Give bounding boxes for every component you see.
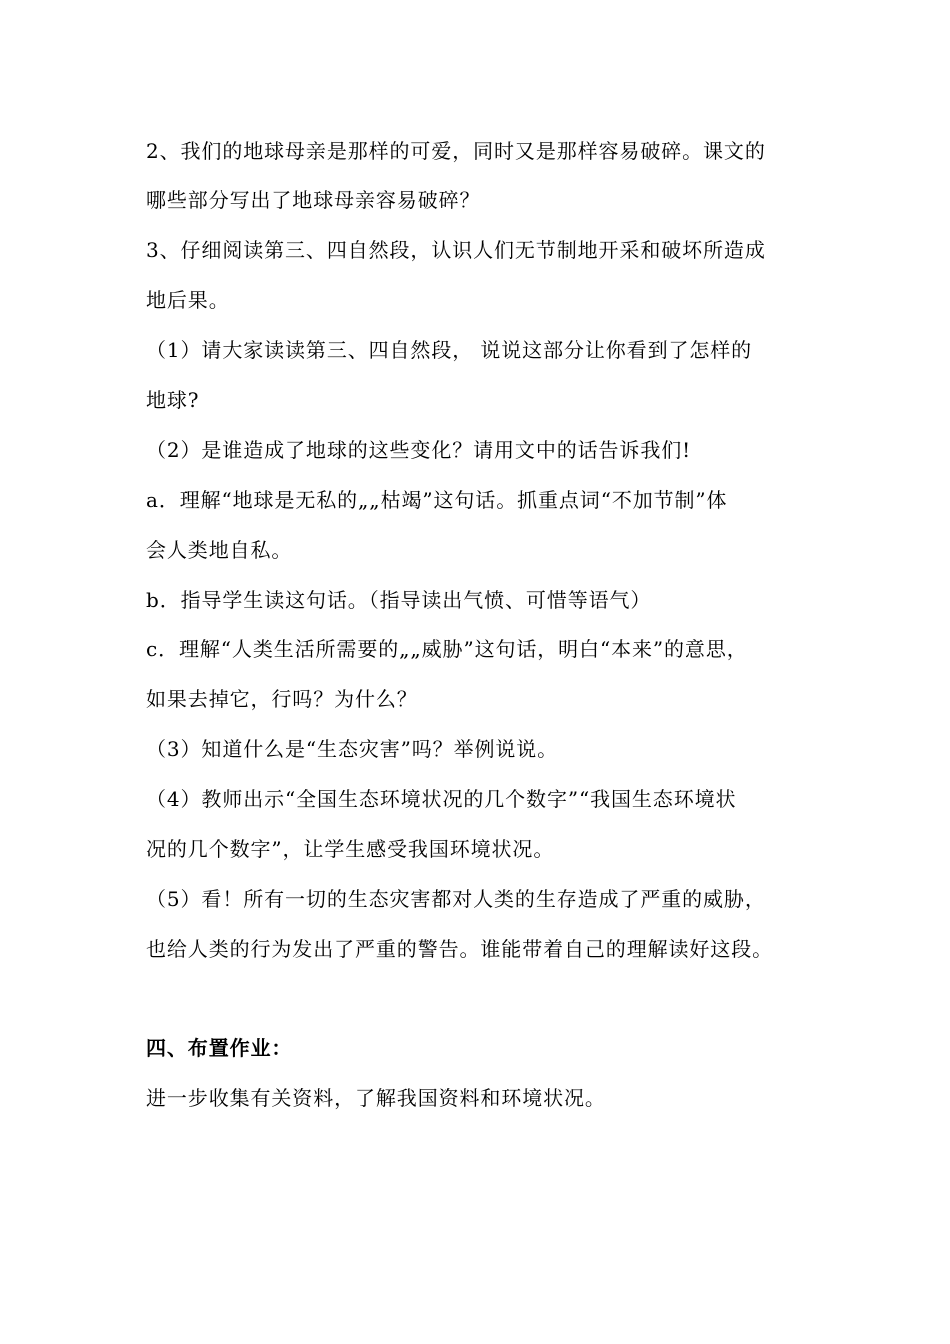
paragraph-line: 也给人类的行为发出了严重的警告。谁能带着自己的理解读好这段。 xyxy=(146,937,773,961)
paragraph-line: 2、我们的地球母亲是那样的可爱，同时又是那样容易破碎。课文的 xyxy=(146,139,766,163)
paragraph-line: （2）是谁造成了地球的这些变化？请用文中的话告诉我们! xyxy=(146,438,692,462)
paragraph-line: c．理解“人类生活所需要的„„威胁”这句话，明白“本来”的意思， xyxy=(146,637,748,661)
paragraph-line: 地球? xyxy=(146,388,200,412)
paragraph-line: 况的几个数字”，让学生感受我国环境状况。 xyxy=(146,837,555,861)
paragraph-line: （1）请大家读读第三、四自然段， 说说这部分让你看到了怎样的 xyxy=(146,338,753,362)
paragraph-line: 会人类地自私。 xyxy=(146,538,293,562)
paragraph-line: 如果去掉它，行吗？为什么？ xyxy=(146,687,418,711)
paragraph-line: b．指导学生读这句话。（指导读出气愤、可惜等语气） xyxy=(146,588,652,612)
paragraph-line: （5）看！所有一切的生态灾害都对人类的生存造成了严重的威胁， xyxy=(146,887,766,911)
paragraph-line: 哪些部分写出了地球母亲容易破碎？ xyxy=(146,188,481,212)
paragraph-line: 3、仔细阅读第三、四自然段，认识人们无节制地开采和破坏所造成 xyxy=(146,238,766,262)
paragraph-line: （3）知道什么是“生态灾害”吗？举例说说。 xyxy=(146,737,559,761)
paragraph-line: （4）教师出示“全国生态环境状况的几个数字”“我国生态环境状 xyxy=(146,787,737,811)
section-heading: 四、布置作业： xyxy=(146,1036,293,1060)
paragraph-line: 地后果。 xyxy=(146,288,230,312)
paragraph-line: a．理解“地球是无私的„„枯竭”这句话。抓重点词“不加节制”体 xyxy=(146,488,728,512)
section-body: 进一步收集有关资料，了解我国资料和环境状况。 xyxy=(146,1086,606,1110)
